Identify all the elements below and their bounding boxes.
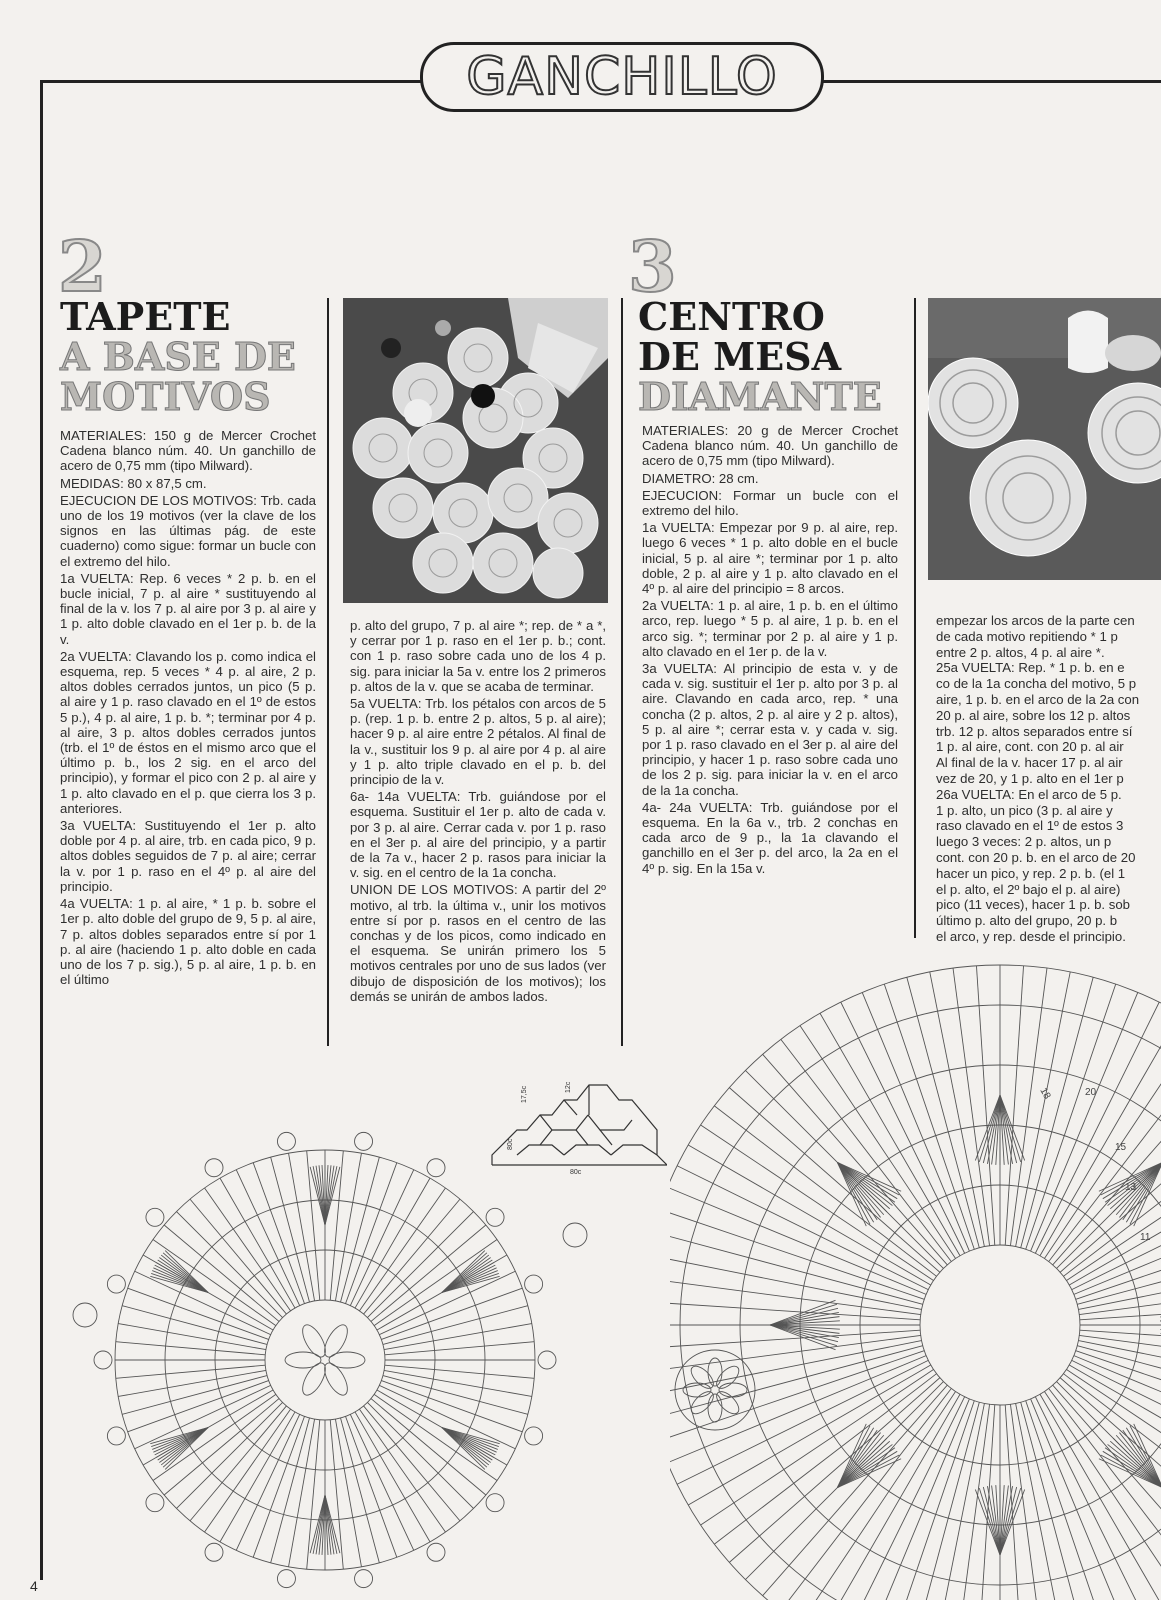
chart-stroke bbox=[385, 1365, 534, 1378]
chart-stroke bbox=[355, 1570, 373, 1588]
layout-label: 17,5c bbox=[521, 1085, 528, 1103]
pattern-2-instructions-col1 bbox=[60, 428, 316, 989]
chart-stroke bbox=[976, 966, 994, 1245]
chart-stroke bbox=[116, 1365, 265, 1378]
materials: MATERIALES: 150 g de Mercer Crochet Cadena blanco núm. 40. Un ganchillo de acero de 0,75 mm (tipo Milward). bbox=[60, 428, 316, 474]
chart-stroke bbox=[1077, 1346, 1161, 1418]
chart-stroke bbox=[122, 1376, 267, 1415]
text-line: Al final de la v. hacer 17 p. al air bbox=[936, 755, 1123, 771]
chart-stroke bbox=[385, 1342, 534, 1355]
chart-stroke bbox=[330, 1420, 343, 1569]
chart-stroke bbox=[271, 1418, 310, 1563]
round-label: 20 bbox=[1085, 1087, 1097, 1098]
chart-stroke bbox=[1076, 1351, 1161, 1441]
chart-stroke bbox=[271, 1157, 310, 1302]
chart-stroke bbox=[670, 1351, 924, 1441]
chart-stroke bbox=[205, 1543, 223, 1561]
chart-stroke bbox=[177, 1212, 283, 1318]
round-4-cont: p. alto del grupo, 7 p. al aire *; rep. de * a *, y cerrar por 1 p. raso en el 1er p. b.; cont. con 1 p. raso sobre cada uno de los 4 p. sig. para iniciar la 5a v. entre los 2 primeros p. altos de la v. que se acaba de terminar. bbox=[350, 618, 606, 694]
text-line: luego 3 veces: 2 p. altos, un p bbox=[936, 834, 1112, 850]
chart-stroke bbox=[1076, 1209, 1161, 1299]
chart-stroke bbox=[1079, 1335, 1161, 1372]
execution: EJECUCION: Formar un bucle con el extremo del hilo. bbox=[642, 487, 898, 519]
chart-stroke bbox=[383, 1376, 528, 1415]
chart-stroke bbox=[1040, 1013, 1161, 1255]
chart-stroke bbox=[486, 1208, 504, 1226]
chart-stroke bbox=[907, 977, 979, 1247]
round-label: 11 bbox=[1140, 1232, 1151, 1243]
column-divider bbox=[914, 298, 916, 938]
pattern-2-photo bbox=[343, 298, 608, 603]
pattern-3-instructions-col2 bbox=[936, 613, 1161, 945]
chart-stroke bbox=[320, 1321, 352, 1360]
chart-stroke bbox=[719, 1383, 747, 1397]
text-line: hacer un pico, y rep. 2 p. b. (el 1 bbox=[936, 865, 1126, 881]
pattern-3-photo bbox=[928, 298, 1161, 580]
chart-stroke bbox=[714, 1106, 936, 1276]
pattern-3-title-line1: CENTRO bbox=[638, 294, 825, 339]
diameter: DIAMETRO: 28 cm. bbox=[642, 470, 759, 486]
chart-stroke bbox=[379, 1385, 515, 1448]
chart-stroke bbox=[346, 1416, 397, 1557]
chart-stroke bbox=[265, 1300, 385, 1420]
chart-stroke bbox=[379, 1271, 515, 1334]
chart-stroke bbox=[205, 1159, 223, 1177]
round-3: 3a VUELTA: Al principio de esta v. y de cada v. sig. sustituir el 1er p. alto por 3 p. al aire. Clavando en cada arco, rep. * una concha (2 p. altos, 2 p. al aire y 2 p. altos), 5 p. al aire *; cerrar esta v. y cada v. sig. por 1 p. raso clavado en el 3er p. al aire del principio, y hacer 1 p. raso sobre cada uno de los 2 p. sig. para iniciar la v. en el arco de la 1a concha. bbox=[642, 661, 898, 798]
round-label: 18 bbox=[1037, 1086, 1053, 1102]
chart-stroke bbox=[687, 1388, 717, 1418]
chart-stroke bbox=[714, 1374, 936, 1544]
chart-stroke bbox=[1035, 1397, 1159, 1600]
pattern-2-crochet-chart bbox=[55, 1115, 610, 1600]
measurements: MEDIDAS: 80 x 87,5 cm. bbox=[60, 475, 207, 491]
chart-stroke bbox=[1074, 1356, 1161, 1463]
chart-stroke bbox=[107, 1427, 125, 1445]
chart-stroke bbox=[359, 1409, 445, 1532]
chart-stroke bbox=[330, 1151, 343, 1300]
chart-stroke bbox=[763, 1385, 948, 1596]
chart-stroke bbox=[1080, 1301, 1161, 1319]
chart-stroke bbox=[427, 1543, 445, 1561]
chart-stroke bbox=[367, 1402, 473, 1508]
chart-stroke bbox=[862, 992, 969, 1251]
chart-stroke bbox=[205, 1188, 291, 1311]
text-line: empezar los arcos de la parte cen bbox=[936, 613, 1135, 628]
layout-label: 80c bbox=[507, 1138, 514, 1150]
chart-stroke bbox=[205, 1409, 291, 1532]
chart-stroke bbox=[800, 1026, 956, 1259]
chart-stroke bbox=[146, 1494, 164, 1512]
chart-stroke bbox=[94, 1351, 112, 1369]
round-2: 2a VUELTA: Clavando los p. como indica el esquema, rep. 5 veces * 4 p. al aire, 2 p. altos dobles cerrados juntos, un pico (5 p. al aire y 1 p. raso clavado en el 1º de estos 5 p.), 4 p. al aire, 1 p. b. *; terminar por 4 p. al aire, 3 p. altos dobles cerrados juntos (trb. el 1º de éstos en el mismo arco que el último p. b., los 2 sig. en el arco del principio), y formar el pico con 2 p. al aire y 1 p. alto clavado en el p. que cierra los 3 p. anteriores. bbox=[60, 648, 316, 816]
pattern-2-title-line3: MOTIVOS bbox=[60, 374, 271, 419]
chart-stroke bbox=[236, 1170, 299, 1306]
text-line: el p. alto, el 2º bajo el p. al aire) bbox=[936, 881, 1121, 897]
chart-stroke bbox=[1067, 1369, 1161, 1525]
round-label: 13 bbox=[1125, 1182, 1137, 1193]
chart-stroke bbox=[355, 1132, 373, 1150]
chart-stroke bbox=[677, 1166, 928, 1290]
chart-stroke bbox=[841, 1397, 965, 1600]
chart-stroke bbox=[289, 1153, 315, 1301]
chart-stroke bbox=[1021, 977, 1093, 1247]
page-frame-left bbox=[40, 80, 43, 1580]
chart-stroke bbox=[670, 1341, 922, 1396]
chart-stroke bbox=[1035, 1002, 1159, 1253]
chart-stroke bbox=[670, 1278, 921, 1315]
chart-stroke bbox=[307, 1151, 320, 1300]
round-3: 3a VUELTA: Sustituyendo el 1er p. alto doble por 4 p. al aire, trb. en cada pico, 9 p. altos dobles seguidos de 7 p. al aire; cerrar la v. por 1 p. raso en el 4º p. al aire del principio. bbox=[60, 818, 316, 894]
text-line: cont. con 20 p. b. en el arco de 20 bbox=[936, 849, 1136, 865]
chart-stroke bbox=[837, 1428, 873, 1488]
chart-stroke bbox=[350, 1414, 413, 1550]
chart-stroke bbox=[781, 1039, 951, 1261]
section-header bbox=[420, 42, 824, 112]
chart-stroke bbox=[920, 1245, 1080, 1405]
text-line: 26a VUELTA: En el arco de 5 p. bbox=[936, 786, 1122, 802]
chart-stroke bbox=[525, 1427, 543, 1445]
round-2: 2a VUELTA: 1 p. al aire, 1 p. b. en el último arco, rep. luego * 5 p. al aire, 1 p. b. en el arco sig. *; terminar por 2 p. al aire y 1 p. alto clavado en el 1er p. de la v. bbox=[642, 598, 898, 659]
text-line: entre 2 p. altos, 4 p. al aire *. bbox=[936, 644, 1105, 660]
text-line: 1 p. alto, un pico (3 p. al aire y bbox=[936, 802, 1113, 818]
chart-stroke bbox=[1060, 1378, 1161, 1563]
chart-stroke bbox=[277, 1132, 295, 1150]
chart-stroke bbox=[190, 1406, 286, 1521]
chart-stroke bbox=[1067, 1125, 1161, 1281]
doilies-photo-illustration bbox=[928, 298, 1161, 580]
round-1: 1a VUELTA: Empezar por 9 p. al aire, rep. luego 6 veces * 1 p. alto doble en el bucle inicial, 5 p. al aire *; terminar por 1 p. alto doble, 2 p. al aire y 1 p. alto clavado en el 4º p. al aire del principio = 8 arcos. bbox=[642, 520, 898, 597]
text-line: el arco, y rep. desde el principio. bbox=[936, 928, 1126, 944]
chart-stroke bbox=[355, 1178, 430, 1308]
chart-stroke bbox=[384, 1370, 532, 1396]
pattern-3-crochet-chart bbox=[670, 945, 1161, 1600]
text-line: co de la 1a concha del motivo, 5 p bbox=[936, 676, 1137, 692]
chart-stroke bbox=[135, 1271, 271, 1334]
round-1: 1a VUELTA: Rep. 6 veces * 2 p. b. en el bucle inicial, 7 p. al aire * sustituyendo al final de la v. los 7 p. al aire por 3 p. al aire y 1 p. alto doble clavado en el 1er p. b. de la v. bbox=[60, 570, 316, 647]
chart-stroke bbox=[670, 1335, 921, 1372]
chart-stroke bbox=[307, 1420, 320, 1569]
chart-stroke bbox=[253, 1163, 304, 1304]
chart-stroke bbox=[708, 1394, 722, 1422]
chart-stroke bbox=[122, 1306, 267, 1345]
text-line: raso clavado en el 1º de estos 3 bbox=[936, 818, 1124, 834]
chart-stroke bbox=[73, 1303, 97, 1327]
round-label: 15 bbox=[1115, 1142, 1127, 1153]
chart-stroke bbox=[701, 1369, 934, 1525]
chart-stroke bbox=[837, 1162, 873, 1222]
chart-stroke bbox=[1044, 1392, 1161, 1600]
chart-stroke bbox=[128, 1288, 269, 1339]
chart-stroke bbox=[1005, 966, 1023, 1245]
chart-stroke bbox=[538, 1351, 556, 1369]
chart-stroke bbox=[563, 1223, 587, 1247]
chart-stroke bbox=[930, 972, 985, 1247]
chart-stroke bbox=[236, 1414, 299, 1550]
chart-stroke bbox=[364, 1406, 460, 1521]
chart-stroke bbox=[118, 1370, 266, 1396]
chart-stroke bbox=[1031, 992, 1138, 1251]
chart-stroke bbox=[190, 1199, 286, 1314]
chart-stroke bbox=[729, 1088, 940, 1273]
page-number: 4 bbox=[30, 1578, 38, 1594]
text-line: aire, 1 p. b. en el arco de la 2a con bbox=[936, 691, 1140, 707]
chart-stroke bbox=[1080, 1330, 1161, 1348]
chart-stroke bbox=[1016, 972, 1071, 1247]
chart-stroke bbox=[1060, 1088, 1161, 1273]
chart-stroke bbox=[298, 1359, 330, 1398]
motif-execution: EJECUCION DE LOS MOTIVOS: Trb. cada uno de los 19 motivos (ver la clave de los signos en las últimas pág. de este cuaderno) como sigue: formar un bucle con el extremo del hilo. bbox=[60, 492, 316, 569]
chart-stroke bbox=[367, 1212, 473, 1318]
chart-stroke bbox=[837, 1451, 897, 1487]
chart-stroke bbox=[289, 1419, 315, 1567]
chart-stroke bbox=[346, 1163, 397, 1304]
text-line: 25a VUELTA: Rep. * 1 p. b. en e bbox=[936, 660, 1125, 676]
chart-stroke bbox=[107, 1275, 125, 1293]
chart-stroke bbox=[841, 1002, 965, 1253]
layout-label: 12c bbox=[565, 1081, 572, 1093]
chart-stroke bbox=[364, 1199, 460, 1314]
text-line: de cada motivo repitiendo * 1 p bbox=[936, 628, 1118, 644]
chart-stroke bbox=[800, 1392, 956, 1600]
text-line: último p. alto del grupo, 20 p. b bbox=[936, 913, 1118, 929]
chart-stroke bbox=[359, 1188, 445, 1311]
text-line: trb. 12 p. altos separados entre sí bbox=[936, 723, 1133, 739]
pattern-3-title-line2: DE MESA bbox=[638, 334, 842, 379]
chart-stroke bbox=[427, 1159, 445, 1177]
pattern-3-title-line3: DIAMANTE bbox=[638, 374, 882, 419]
chart-stroke bbox=[701, 1125, 934, 1281]
chart-stroke bbox=[116, 1342, 265, 1355]
chart-stroke bbox=[670, 1255, 922, 1310]
layout-label: 80c bbox=[570, 1169, 582, 1175]
chart-stroke bbox=[381, 1381, 522, 1432]
chart-stroke bbox=[135, 1385, 271, 1448]
chart-stroke bbox=[341, 1157, 380, 1302]
motif-union: UNION DE LOS MOTIVOS: A partir del 2º motivo, al trb. la última v., unir los motivos entre sí por p. rasos en el centro de las conchas y de los picos, como indicado en el esquema. Se unirán primero los 5 motivos centrales por uno de sus lados (ver dibujo de disposición de los motivos); los demás se unirán de ambos lados. bbox=[350, 882, 606, 1004]
pattern-2-title-line2: A BASE DE bbox=[60, 334, 296, 379]
chart-stroke bbox=[220, 1178, 295, 1308]
chart-stroke bbox=[335, 1419, 361, 1567]
chart-stroke bbox=[335, 1153, 361, 1301]
chart-stroke bbox=[118, 1324, 266, 1350]
column-divider bbox=[621, 298, 623, 1046]
doily-photo-illustration bbox=[343, 298, 608, 603]
chart-stroke bbox=[355, 1412, 430, 1542]
chart-stroke bbox=[729, 1378, 940, 1563]
chart-stroke bbox=[383, 1306, 528, 1345]
rounds-6-14: 6a- 14a VUELTA: Trb. guiándose por el esquema. Sustituir el 1er p. alto de cada v. por 3 p. al aire. Cerrar cada v. por 1 p. raso en el 3er p. al aire del principio, y a partir de la 7a v., hacer 2 p. rasos para iniciar la v. sig. en el centro de la 1a concha. bbox=[350, 789, 606, 881]
text-line: 1 p. al aire, cont. con 20 p. al air bbox=[936, 739, 1124, 755]
chart-stroke bbox=[384, 1324, 532, 1350]
chart-stroke bbox=[670, 1209, 924, 1299]
chart-stroke bbox=[146, 1208, 164, 1226]
text-line: 20 p. al aire, sobre los 12 p. altos bbox=[936, 707, 1131, 723]
chart-stroke bbox=[253, 1416, 304, 1557]
chart-stroke bbox=[713, 1388, 743, 1418]
chart-stroke bbox=[763, 1054, 948, 1265]
round-5: 5a VUELTA: Trb. los pétalos con arcos de 5 p. (rep. 1 p. b. entre 2 p. altos, 5 p. al aire); hacer 9 p. al aire entre 2 pétalos. Al final de la v., sustituir los 9 p. al aire por 4 p. al aire y 1 p. alto triple clavado en el p. b. del principio de la v. bbox=[350, 696, 606, 788]
pattern-2-title-line1: TAPETE bbox=[60, 294, 231, 339]
section-title: GANCHILLO bbox=[466, 47, 778, 107]
chart-stroke bbox=[687, 1362, 717, 1392]
pattern-3-instructions-col1 bbox=[642, 423, 898, 878]
chart-stroke bbox=[381, 1288, 522, 1339]
chart-stroke bbox=[837, 1162, 897, 1198]
rounds-4-24: 4a- 24a VUELTA: Trb. guiándose por el esquema. En la 6a v., trb. 2 conchas en cada arco de 9 p., la 1a clavando el ganchillo en el 3er p. del arco, la 2a en el 4º p. sig. En la 15a v. bbox=[642, 799, 898, 876]
chart-stroke bbox=[220, 1412, 295, 1542]
chart-stroke bbox=[277, 1570, 295, 1588]
chart-stroke bbox=[525, 1275, 543, 1293]
pattern-2-instructions-col2 bbox=[350, 618, 606, 1006]
text-line: vez de 20, y 1 p. alto en el 1er p bbox=[936, 770, 1124, 786]
pattern-3-number: 3 bbox=[628, 225, 677, 308]
chart-stroke bbox=[1057, 1382, 1161, 1580]
chart-stroke bbox=[341, 1418, 380, 1563]
round-4: 4a VUELTA: 1 p. al aire, * 1 p. b. sobre el 1er p. alto doble del grupo de 9, 5 p. al aire, 7 p. altos dobles separados entre sí por 1 p. al aire (haciendo 1 p. alto doble en cada uno de los 7 p. sig.), 5 p. al aire, 1 p. b. en el último bbox=[60, 896, 316, 988]
column-divider bbox=[327, 298, 329, 1046]
pattern-2-number: 2 bbox=[58, 225, 107, 308]
chart-stroke bbox=[486, 1494, 504, 1512]
chart-stroke bbox=[128, 1381, 269, 1432]
chart-stroke bbox=[820, 1394, 960, 1600]
text-line: pico (11 veces), hacer 1 p. b. sob bbox=[936, 897, 1131, 913]
chart-stroke bbox=[350, 1170, 413, 1306]
chart-stroke bbox=[1079, 1278, 1161, 1315]
materials: MATERIALES: 20 g de Mercer Crochet Cadena blanco núm. 40. Un ganchillo de acero de 0,75 mm (tipo Milward). bbox=[642, 423, 898, 469]
chart-stroke bbox=[177, 1402, 283, 1508]
